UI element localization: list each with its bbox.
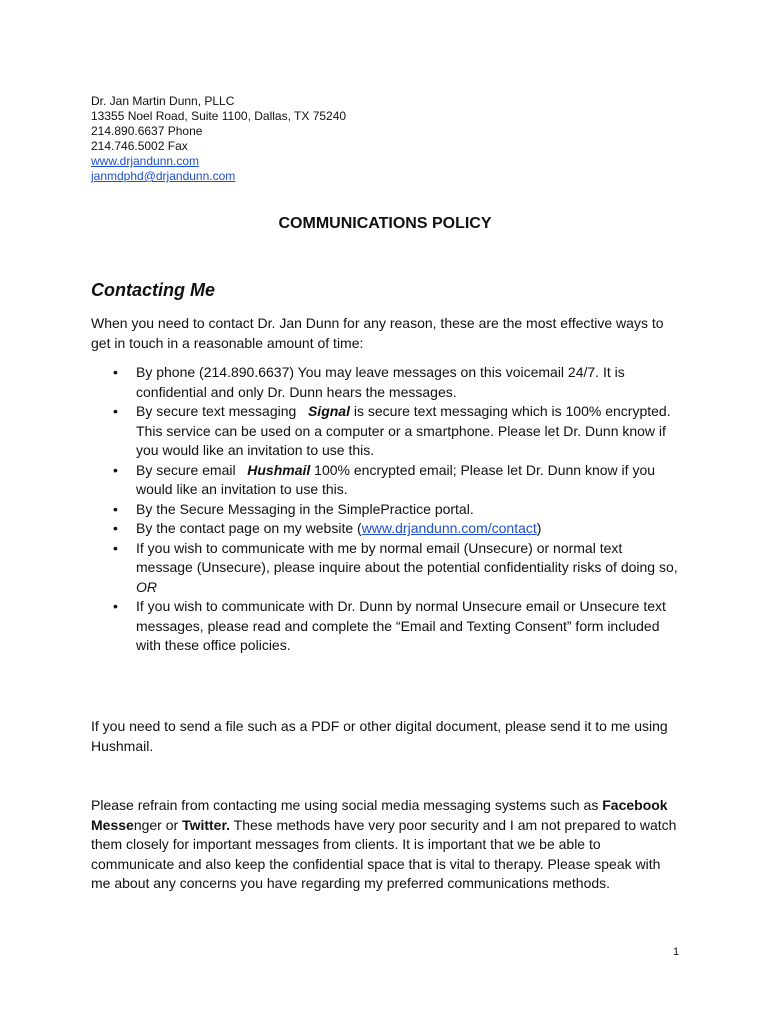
letterhead: [91, 94, 346, 184]
file-paragraph: If you need to send a file such as a PDF or other digital document, please send it to me using Hushmail.: [91, 718, 668, 754]
list-item: • By secure text messaging Signal is secure text messaging which is 100% encrypted. This service can be used on a computer or a smartphone. Please let Dr. Dunn know if you would like an invitation to use this.: [113, 403, 671, 458]
section-heading: Contacting Me: [91, 280, 215, 300]
bullet-icon: •: [113, 403, 118, 419]
address: 13355 Noel Road, Suite 1100, Dallas, TX 75240: [91, 109, 347, 123]
bullet-icon: •: [113, 539, 118, 556]
email-link[interactable]: janmdphd@drjandunn.com: [91, 169, 236, 183]
website-link[interactable]: www.drjandunn.com: [91, 154, 200, 168]
bullet-icon: •: [113, 598, 118, 614]
practice-name: Dr. Jan Martin Dunn, PLLC: [91, 94, 235, 108]
phone-number: 214.890.6637 Phone: [91, 124, 203, 138]
signal-label: Signal: [307, 403, 350, 419]
bullet-icon: •: [113, 520, 118, 536]
bullet-icon: •: [113, 500, 118, 517]
list-item: • By secure email Hushmail 100% encrypted email; Please let Dr. Dunn know if you would like an invitation to use this.: [113, 461, 656, 497]
list-item: • By phone (214.890.6637) You may leave messages on this voicemail 24/7. It is confidential and only Dr. Dunn hears the messages.: [113, 364, 625, 400]
list-item: • If you wish to communicate with me by normal email (Unsecure) or normal text message (Unsecure), please inquire about the potential confidentiality risks of doing so, OR: [91, 539, 681, 598]
list-item: • By the contact page on my website (www.drjandunn.com/contact): [91, 519, 681, 539]
or-separator: OR: [136, 578, 157, 595]
contact-methods-list: [91, 363, 681, 656]
bullet-icon: •: [113, 364, 118, 380]
page-number: 1: [673, 946, 680, 958]
list-item: • By the Secure Messaging in the SimplePractice portal.: [91, 500, 681, 520]
bullet-icon: •: [113, 461, 118, 478]
fax-number: 214.746.5002 Fax: [91, 139, 188, 153]
hushmail-label: Hushmail: [247, 461, 311, 478]
social-media-paragraph: Please refrain from contacting me using social media messaging systems such as Facebook Messenger or Twitter. These methods have very poor security and I am not prepared to watch them closely for important messages from clients. It is important that we be able to communicate and also keep the confidential space that is vital to therapy. Please speak with me about any concerns you have regarding my preferred communications methods.: [91, 797, 677, 891]
intro-paragraph: When you need to contact Dr. Jan Dunn for any reason, these are the most effective ways to get in touch in a reasonable amount of time:: [91, 315, 664, 351]
contact-page-link[interactable]: www.drjandunn.com/contact: [361, 520, 537, 536]
page-title: COMMUNICATIONS POLICY: [278, 215, 492, 232]
list-item: • If you wish to communicate with Dr. Dunn by normal Unsecure email or Unsecure text messages, please read and complete the “Email and Texting Consent” form included with these office policies.: [113, 598, 666, 653]
